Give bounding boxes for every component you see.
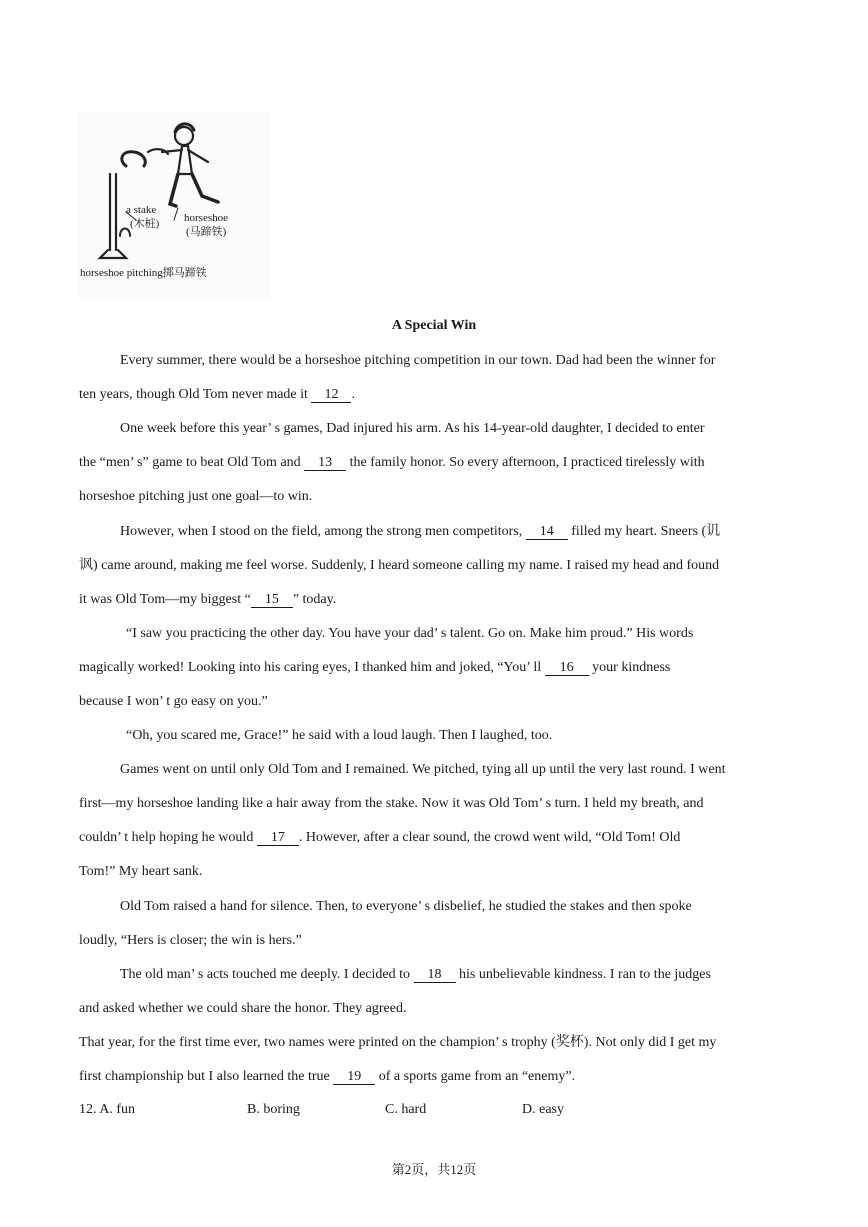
passage-line xyxy=(120,420,830,437)
passage-line xyxy=(79,693,789,710)
passage-line xyxy=(126,727,836,744)
option-b: B. boring xyxy=(247,1102,300,1117)
blank-16: 16 xyxy=(545,661,589,676)
passage-line xyxy=(79,795,789,812)
line-text: 讽) came around, making me feel worse. Suddenly, I heard someone calling my name. I raised my head and found xyxy=(79,558,720,573)
line-text: your kindness xyxy=(588,660,671,675)
option-c: C. hard xyxy=(385,1102,427,1117)
page-footer: 第2页，共12页 xyxy=(391,1162,477,1177)
horseshoe-figure xyxy=(78,112,270,298)
blank-14: 14 xyxy=(526,525,568,540)
line-text: Every summer, there would be a horseshoe pitching competition in our town. Dad had been the winner for xyxy=(120,353,716,368)
passage-line xyxy=(120,761,830,778)
line-text: horseshoe pitching just one goal—to win. xyxy=(79,489,313,504)
figure-caption: horseshoe pitching掷马蹄铁 xyxy=(80,267,207,279)
line-text: because I won’ t go easy on you.” xyxy=(79,694,268,709)
line-text: the “men’ s” game to beat Old Tom and xyxy=(79,455,305,470)
option-d: D. easy xyxy=(522,1102,564,1117)
line-text: Games went on until only Old Tom and I remained. We pitched, tying all up until the very last round. I went xyxy=(120,762,726,777)
line-text: ” today. xyxy=(292,592,337,607)
passage-line xyxy=(79,488,789,505)
blank-17: 17 xyxy=(257,831,299,846)
passage-line xyxy=(79,386,789,403)
line-text: loudly, “Hers is closer; the win is hers.” xyxy=(79,933,302,948)
passage-line xyxy=(120,352,830,369)
line-text: ten years, though Old Tom never made it xyxy=(79,387,312,402)
line-text: the family honor. So every afternoon, I practiced tirelessly with xyxy=(346,455,705,470)
label-horseshoe-cn: (马蹄铁) xyxy=(186,226,227,238)
line-text: filled my heart. Sneers (讥 xyxy=(567,524,721,539)
blank-18: 18 xyxy=(414,968,456,983)
label-horseshoe: horseshoe xyxy=(184,212,228,224)
line-text: Old Tom raised a hand for silence. Then, to everyone’ s disbelief, he studied the stakes and then spoke xyxy=(120,899,692,914)
passage-line xyxy=(79,1068,789,1085)
passage-line xyxy=(79,591,789,608)
passage-line xyxy=(79,1000,789,1017)
line-text: first championship but I also learned the true xyxy=(79,1069,334,1084)
line-text: it was Old Tom—my biggest “ xyxy=(79,592,251,607)
passage-line xyxy=(79,454,789,471)
line-text: of a sports game from an “enemy”. xyxy=(375,1069,576,1084)
passage-line xyxy=(79,829,789,846)
passage-line xyxy=(120,523,830,540)
option-a: 12. A. fun xyxy=(79,1102,135,1117)
blank-19: 19 xyxy=(333,1070,375,1085)
line-text: However, when I stood on the field, among the strong men competitors, xyxy=(120,524,526,539)
passage-line xyxy=(79,932,789,949)
line-text: . However, after a clear sound, the crowd went wild, “Old Tom! Old xyxy=(298,830,681,845)
passage-line xyxy=(120,898,830,915)
blank-12: 12 xyxy=(311,388,351,403)
blank-15: 15 xyxy=(251,593,293,608)
passage-line xyxy=(120,966,830,983)
line-text: The old man’ s acts touched me deeply. I decided to xyxy=(120,967,414,982)
line-text: magically worked! Looking into his caring eyes, I thanked him and joked, “You’ ll xyxy=(79,660,545,675)
line-text: . xyxy=(351,387,355,402)
passage-line xyxy=(79,557,789,574)
line-text: and asked whether we could share the honor. They agreed. xyxy=(79,1001,407,1016)
line-text: “I saw you practicing the other day. You have your dad’ s talent. Go on. Make him proud.” His words xyxy=(126,626,694,641)
blank-13: 13 xyxy=(304,456,346,471)
passage-line xyxy=(79,659,789,676)
line-text: his unbelievable kindness. I ran to the judges xyxy=(455,967,711,982)
line-text: One week before this year’ s games, Dad injured his arm. As his 14-year-old daughter, I decided to enter xyxy=(120,421,705,436)
line-text: first—my horseshoe landing like a hair away from the stake. Now it was Old Tom’ s turn. I held my breath, and xyxy=(79,796,704,811)
passage-title: A Special Win xyxy=(391,318,477,333)
label-stake: a stake xyxy=(126,204,157,216)
passage-line xyxy=(79,863,789,880)
line-text: “Oh, you scared me, Grace!” he said with a loud laugh. Then I laughed, too. xyxy=(126,728,553,743)
passage-line xyxy=(79,1034,789,1051)
line-text: Tom!” My heart sank. xyxy=(79,864,203,879)
passage-line xyxy=(126,625,836,642)
line-text: couldn’ t help hoping he would xyxy=(79,830,257,845)
label-stake-cn: (木桩) xyxy=(130,218,160,230)
line-text: That year, for the first time ever, two names were printed on the champion’ s trophy (奖杯). Not only did I get my xyxy=(79,1035,717,1050)
